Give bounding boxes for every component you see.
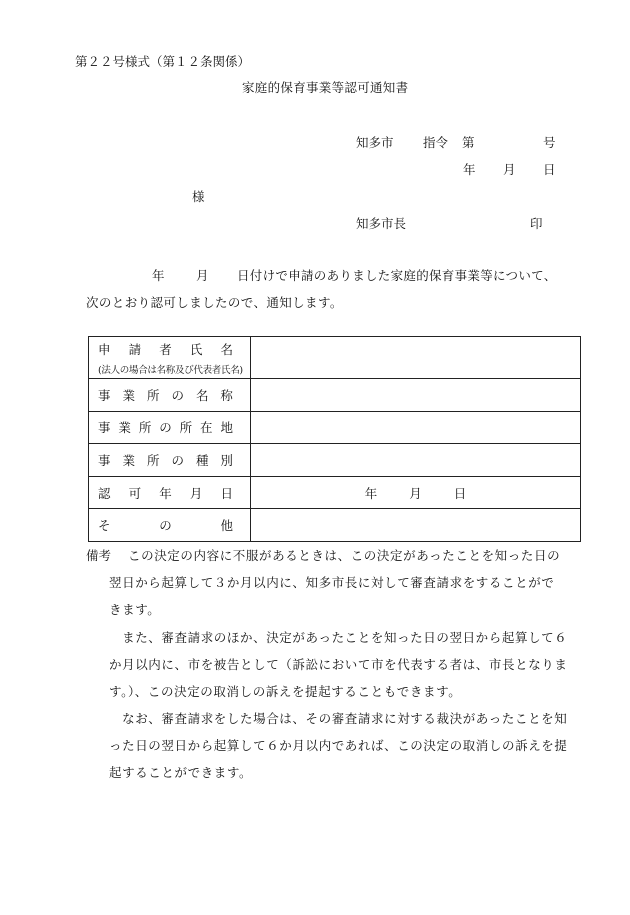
facility-address-value-cell [251,411,581,444]
remarks-line: この決定の内容に不服があるときは、この決定があったことを知った日の [128,548,561,563]
permit-date-year: 年 [364,485,378,501]
permit-date-value [251,484,580,502]
label-cell [89,476,251,509]
issuer-city: 知多市 [356,135,394,150]
row-sublabel-applicant: (法人の場合は名称及び代表者氏名) [98,364,243,376]
remarks-heading: 備考 [86,548,112,563]
table-row [89,509,581,542]
remarks-line: 翌日から起算して３か月以内に、知多市長に対して審査請求をすることがで [109,575,555,590]
addressee-sama: 様 [192,189,205,204]
date-month: 月 [503,162,516,177]
row-label-facility-type: 事 業 所 の 種 別 [98,452,233,468]
row-label-facility-address: 事 業 所 の 所 在 地 [98,420,233,436]
permit-date-month: 月 [409,485,422,501]
other-value-cell [251,509,581,542]
label-cell [89,379,251,412]
seal-mark: 印 [530,216,543,231]
date-year: 年 [463,162,476,177]
body-line2: 次のとおり認可しましたので、通知します。 [86,295,343,310]
row-label-other: そ の 他 [98,518,233,534]
body-month: 月 [196,268,209,283]
table-row [89,337,581,379]
label-cell [89,337,251,379]
applicant-value-cell [251,337,581,379]
number-dai: 第 [462,135,475,150]
body-year: 年 [152,268,165,283]
label-cell [89,509,251,542]
row-label-permit-date: 認 可 年 月 日 [98,485,233,501]
remarks-line: す。）、この決定の取消しの訴えを提起することもできます。 [109,684,462,699]
number-go: 号 [543,135,556,150]
row-label-applicant: 申 請 者 氏 名 [98,341,233,357]
remarks-line: なお、審査請求をした場合は、その審査請求に対する裁決があったことを知 [109,711,568,726]
date-day: 日 [543,162,556,177]
facility-name-value-cell [251,379,581,412]
table-row [89,444,581,477]
form-number: 第２２号様式（第１２条関係） [75,54,251,69]
facility-type-value-cell [251,444,581,477]
label-cell [89,411,251,444]
permit-date-day: 日 [453,485,467,501]
remarks-line: きます。 [109,602,161,617]
remarks-line: また、審査請求のほか、決定があったことを知った日の翌日から起算して６ [109,630,568,645]
label-cell [89,444,251,477]
remarks-line: 起することができます。 [109,765,253,780]
remarks-line: った日の翌日から起算して６か月以内であれば、この決定の取消しの訴えを提 [109,738,568,753]
table-row [89,411,581,444]
table-row [89,379,581,412]
permit-info-table [88,336,581,542]
remarks-line: か月以内に、市を被告として（訴訟において市を代表する者は、市長となりま [109,657,568,672]
mayor-title: 知多市長 [356,216,407,231]
document-title: 家庭的保育事業等認可通知書 [242,80,409,95]
table-row [89,476,581,509]
issuer-prefix: 指令 [423,135,449,150]
permit-date-value-cell [251,476,581,509]
row-label-facility-name: 事 業 所 の 名 称 [98,387,233,403]
body-line1-rest: 日付けで申請のありました家庭的保育事業等について、 [237,268,557,283]
